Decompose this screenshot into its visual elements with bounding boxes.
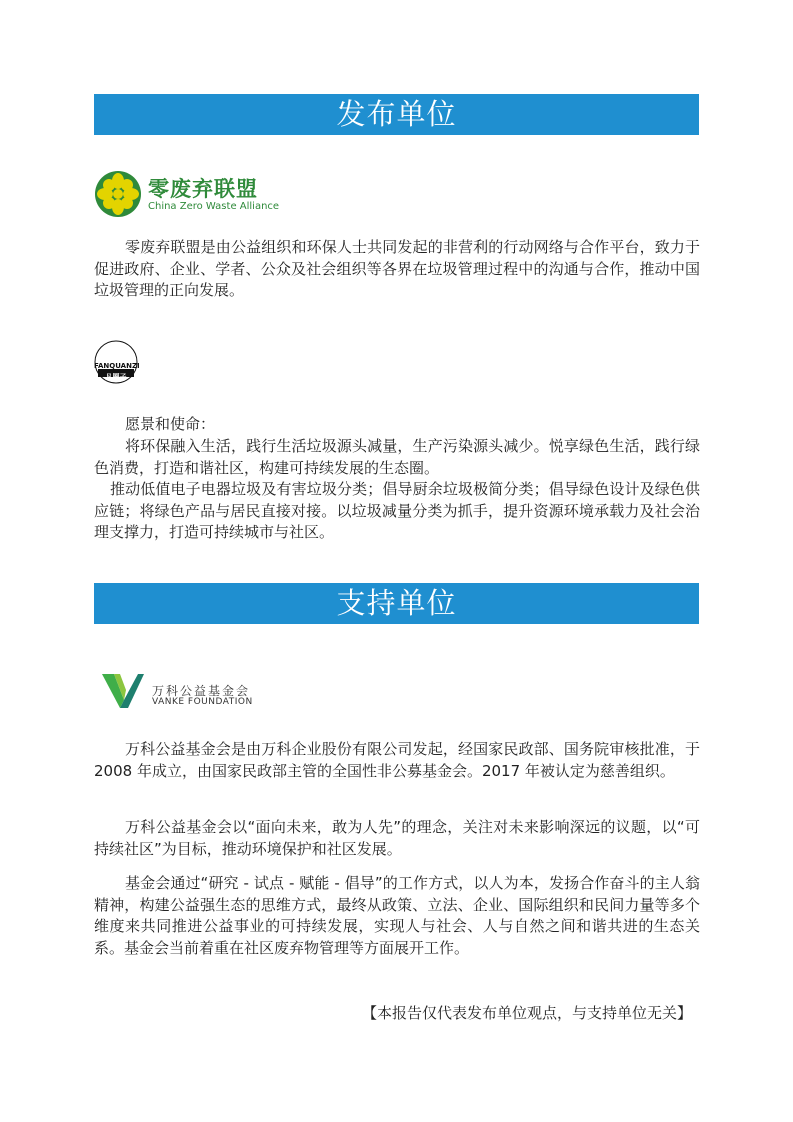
supporter-heading: 支持单位: [94, 583, 699, 624]
zero-waste-alliance-logo: [94, 170, 142, 218]
fanquanzi-logo-cn: 凡圈子: [105, 373, 127, 381]
vanke-paragraph-3: 基金会通过“研究 - 试点 - 赋能 - 倡导”的工作方式，以人为本，发扬合作奋斗的主人翁精神，构建公益强生态的思维方式，最终从政策、立法、企业、国际组织和民间力量等多个维度来共同推进公益事业的可持续发展，实现人与社会、人与自然之间和谐共进的生态关系。基金会当前着重在社区废弃物管理等方面展开工作。: [94, 874, 700, 957]
vanke-logo-name: 万科公益基金会: [152, 684, 251, 698]
vanke-paragraph-1: 万科公益基金会是由万科企业股份有限公司发起，经国家民政部、国务院审核批准，于 2008 年成立，由国家民政部主管的全国性非公募基金会。2017 年被认定为慈善组织。: [94, 740, 700, 780]
vanke-logo-english: VANKE FOUNDATION: [152, 697, 253, 707]
publisher-heading: 发布单位: [94, 94, 699, 135]
czwa-description: 零废弃联盟是由公益组织和环保人士共同发起的非营利的行动网络与合作平台，致力于促进政府、企业、学者、公众及社会组织等各界在垃圾管理过程中的沟通与合作，推动中国垃圾管理的正向发展。: [94, 238, 700, 299]
czwa-logo-name: 零废弃联盟: [148, 177, 258, 201]
vanke-foundation-logo: [100, 672, 146, 710]
mission-text: 推动低值电子电器垃圾及有害垃圾分类；倡导厨余垃圾极简分类；倡导绿色设计及绿色供应链；将绿色产品与居民直接对接。以垃圾减量分类为抓手，提升资源环境承载力及社会治理支撑力，打造可持续城市与社区。: [94, 480, 700, 541]
vision-title: 愿景和使命：: [125, 415, 216, 433]
disclaimer-note: 【本报告仅代表发布单位观点，与支持单位无关】: [361, 1004, 692, 1022]
vision-text: 将环保融入生活，践行生活垃圾源头减量，生产污染源头减少。悦享绿色生活，践行绿色消费，打造和谐社区，构建可持续发展的生态圈。: [94, 437, 700, 477]
vanke-paragraph-2: 万科公益基金会以“面向未来，敢为人先”的理念，关注对未来影响深远的议题，以“可持续社区”为目标，推动环境保护和社区发展。: [94, 818, 700, 858]
czwa-logo-english: China Zero Waste Alliance: [148, 201, 280, 212]
fanquanzi-logo-text: FANQUANZI: [94, 362, 140, 370]
